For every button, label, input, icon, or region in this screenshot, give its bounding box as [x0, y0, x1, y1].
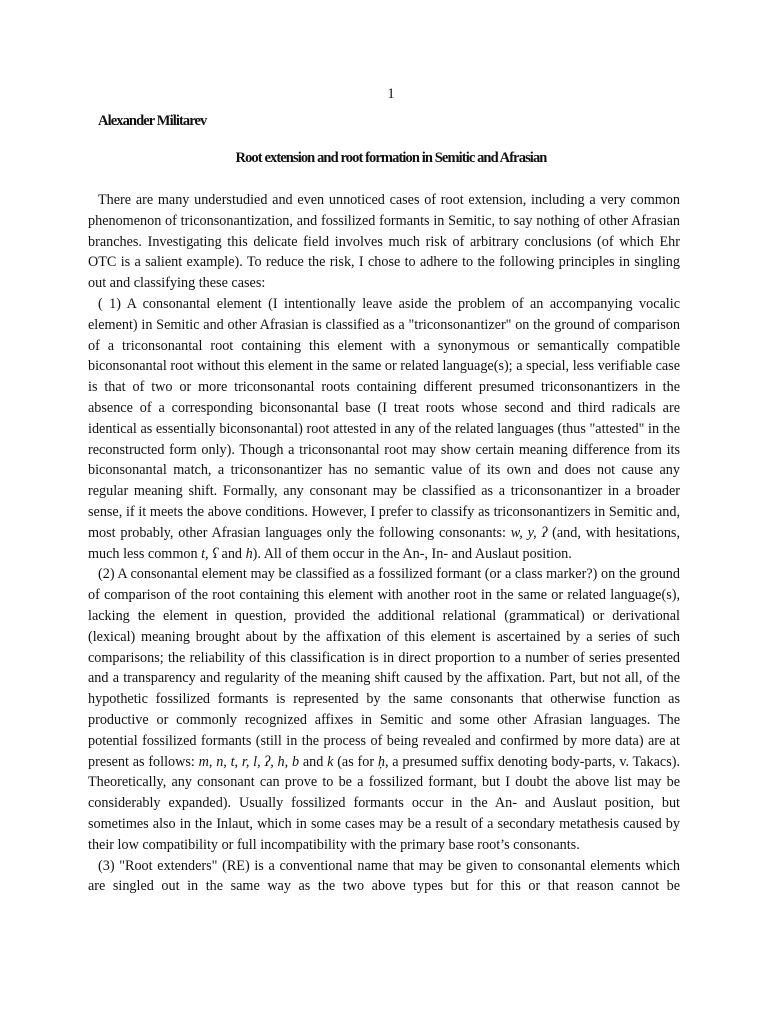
principle-1-paragraph: [88, 294, 680, 564]
principle-1-and: and: [217, 545, 246, 562]
formant-h: ḥ: [377, 753, 385, 770]
principle-2-and: and: [299, 753, 328, 770]
paper-title: Root extension and root formation in Semitic and Afrasian: [235, 150, 547, 166]
document-page: [88, 86, 680, 897]
principle-1-text: ( 1) A consonantal element (I intentionally leave aside the problem of an accompanying vocalic element) in Semitic and other Afrasian is classified as a "triconsonantizer" on the ground of comparison of a triconsonantal root containing this element with a synonymous or semantically compatible biconsonantal root without this element in the same or related language(s); a special, less verifiable case is that of two or more triconsonantal roots containing different presumed triconsonantizers in the absence of a corresponding biconsonantal base (I treat roots whose second and third radicals are identical as essentially biconsonantal) root attested in any of the related languages (thus "attested" in the reconstructed form only). Though a triconsonantal root may show certain meaning difference from its biconsonantal match, a triconsonantizer has no semantic value of its own and does not cause any regular meaning shift. Formally, any consonant may be classified as a triconsonantizer in a broader sense, if it meets the above conditions. However, I prefer to classify as triconsonantizers in Semitic and, most probably, other Afrasian languages only the following consonants:: [88, 295, 680, 541]
intro-text: There are many understudied and even unnoticed cases of root extension, including a very common phenomenon of triconsonantization, and fossilized formants in Semitic, to say nothing of other Afrasian branches. Investigating this delicate field involves much risk of arbitrary conclusions (of which Ehr OTC is a salient example). To reduce the risk, I chose to adhere to the following principles in singling out and classifying these cases:: [88, 192, 680, 292]
principle-3-paragraph: [88, 856, 680, 898]
triconsonantizer-rare-list: t, ʕ: [201, 545, 218, 562]
triconsonantizer-h: h: [245, 545, 253, 562]
principle-3-text: (3) "Root extenders" (RE) is a conventional name that may be given to consonantal elements which are singled out in the same way as the two above types but for this or that reason cannot be: [88, 857, 680, 895]
triconsonantizer-list: w, y, ʔ: [510, 524, 548, 541]
principle-2-text: (2) A consonantal element may be classified as a fossilized formant (or a class marker?) on the ground of comparison of the root containing this element with another root in the same or related language(s), lacking the element in question, provided the additional relational (grammatical) or derivational (lexical) meaning brought about by the affixation of this element is ascertained by a series of such comparisons; the reliability of this classification is in direct proportion to a number of series presented and a transparency and regularity of the meaning shift caused by the affixation. Part, but not all, of the hypothetic fossilized formants is represented by the same consonants that otherwise function as productive or commonly recognized affixes in Semitic and some other Afrasian languages. The potential fossilized formants (still in the process of being revealed and confirmed by more data) are at present as follows:: [88, 566, 680, 770]
formant-list: m, n, t, r, l, ʔ, h, b: [198, 753, 300, 770]
intro-paragraph: [88, 190, 680, 294]
formant-k: k: [327, 753, 334, 770]
principle-2-tail: , a presumed suffix denoting body-parts, v. Takacs). Theoretically, any consonant can prove to be a fossilized formant, but I doubt the above list may be considerably expanded). Usually fossilized formants occur in the An- and Auslaut position, but sometimes also in the Inlaut, which in some cases may be a result of a secondary metathesis caused by their low compatibility or full incompatibility with the primary base root’s consonants.: [88, 753, 681, 853]
author-name: Alexander Militarev: [98, 113, 207, 129]
principle-1-tail: ). All of them occur in the An-, In- and Auslaut position.: [252, 545, 572, 562]
principle-1-mid: (and, with hesitations, much less common: [88, 524, 680, 562]
principle-2-asfor: (as for: [333, 753, 378, 770]
page-number: 1: [387, 86, 395, 102]
principle-2-paragraph: [88, 564, 680, 855]
